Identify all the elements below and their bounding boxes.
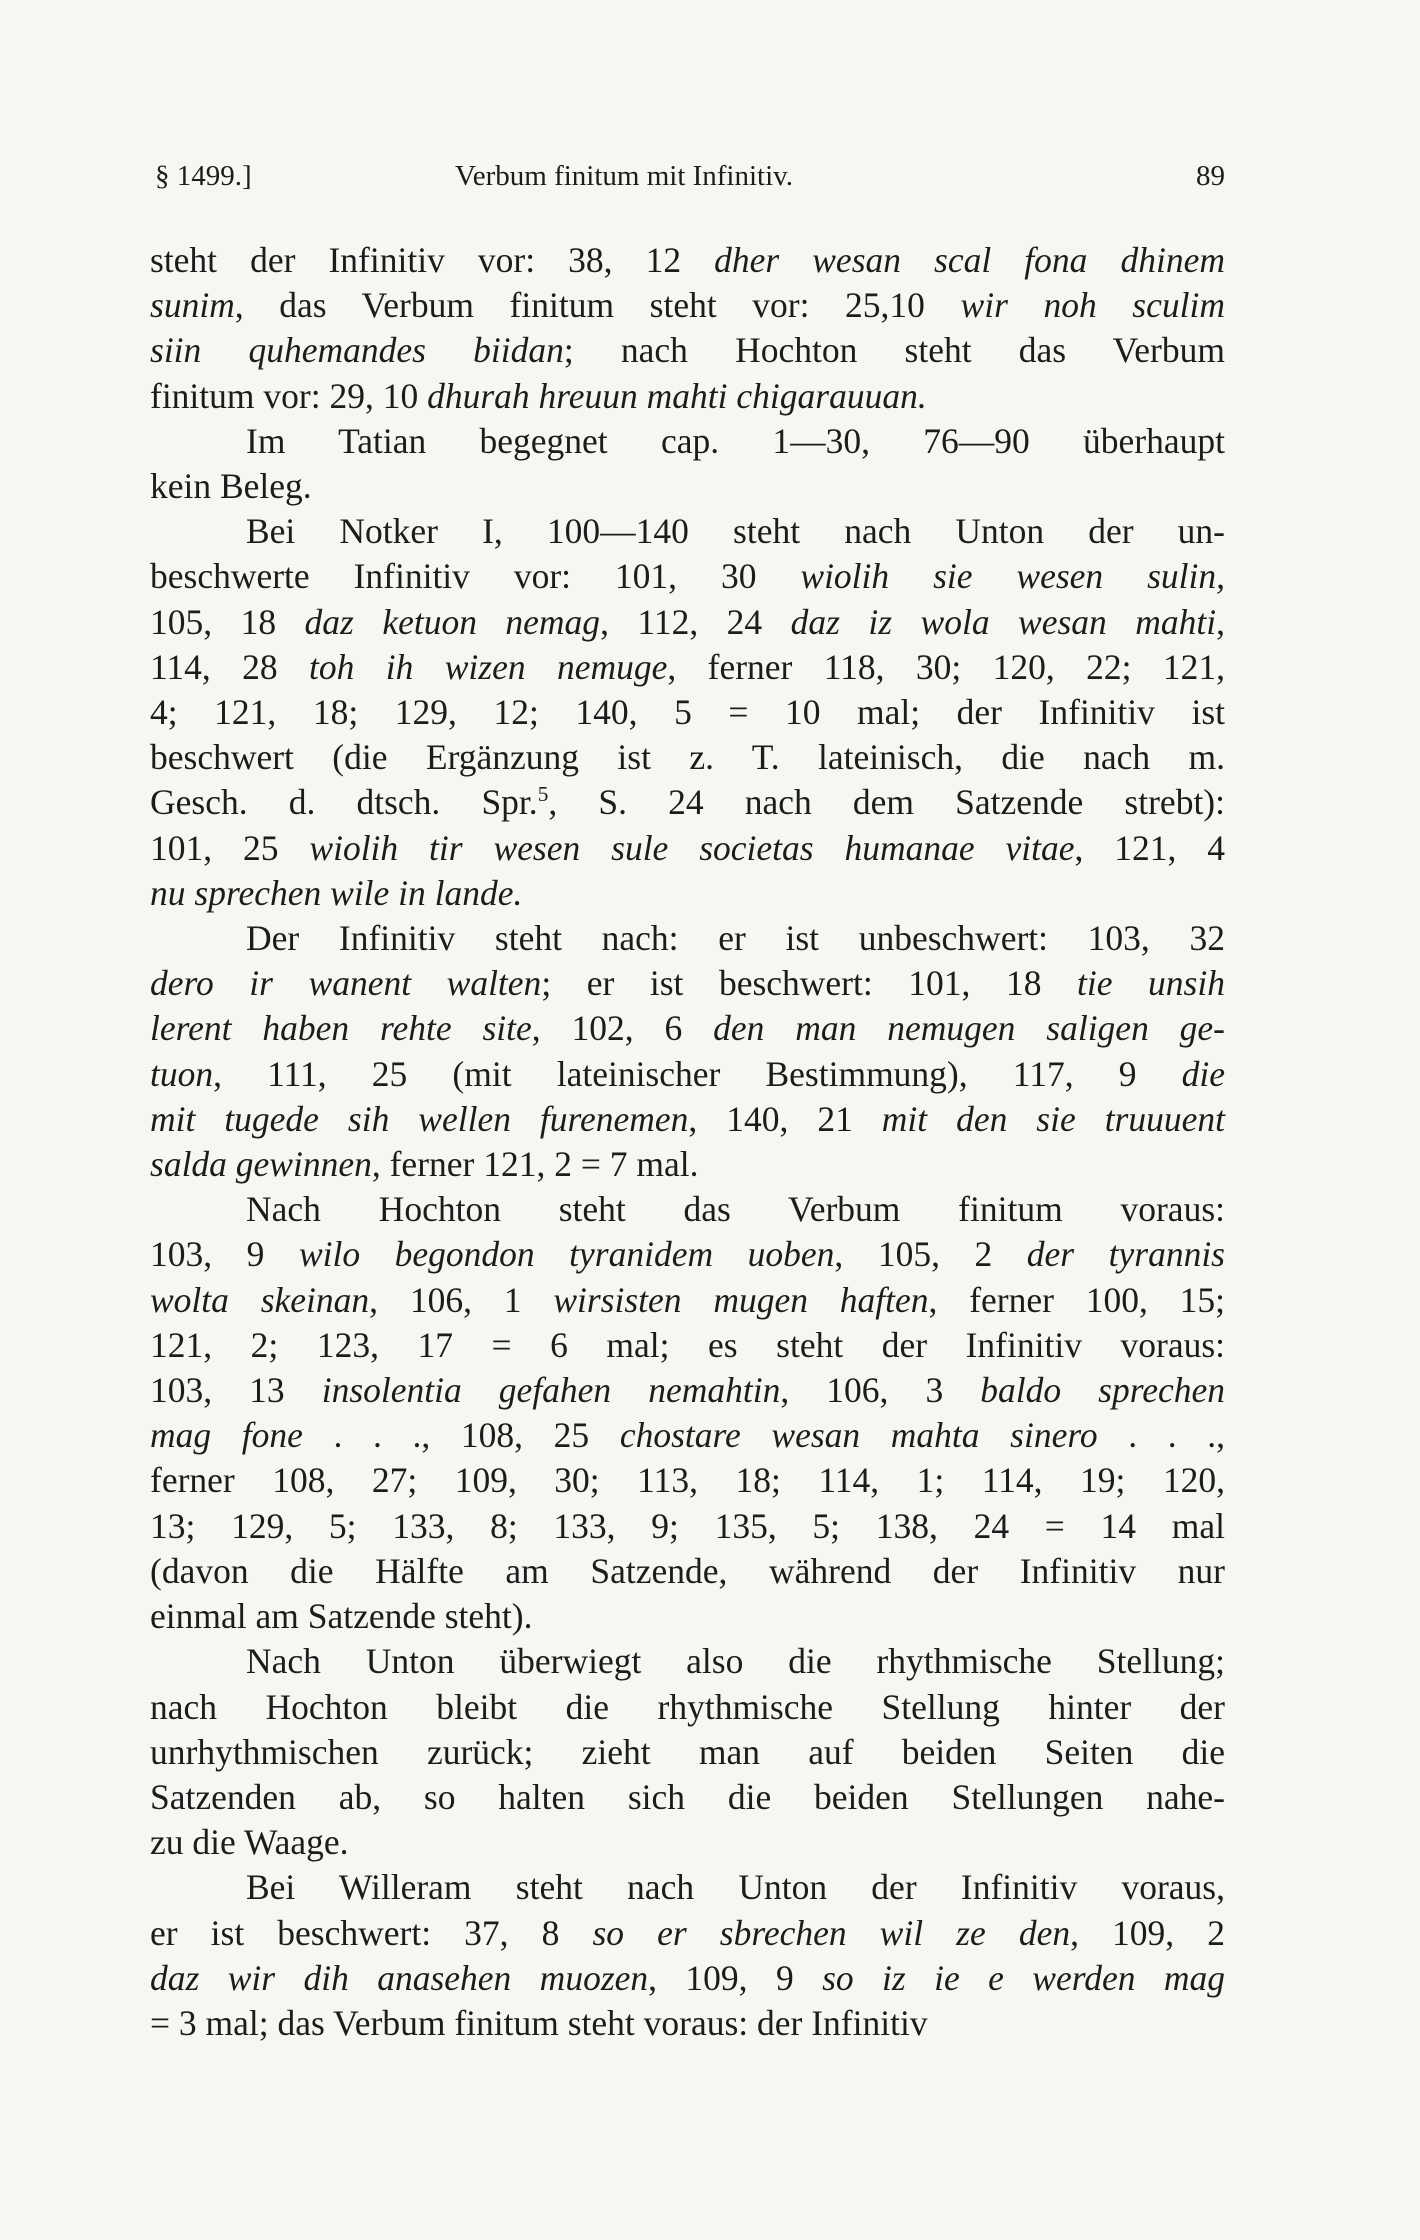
text-line: finitum vor: 29, 10 dhurah hreuun mahti chigarauuan. xyxy=(150,375,927,416)
text-line: nach Hochton bleibt die rhythmische Stellung hinter der xyxy=(150,1686,1225,1727)
text-line: zu die Waage. xyxy=(150,1822,349,1863)
text-line: einmal am Satzende steht). xyxy=(150,1596,533,1637)
text-line: lerent haben rehte site, 102, 6 den man nemugen saligen ge- xyxy=(150,1008,1226,1049)
paragraph xyxy=(150,509,1225,916)
text-line: unrhythmischen zurück; zieht man auf beiden Seiten die xyxy=(150,1731,1225,1772)
text-line: er ist beschwert: 37, 8 so er sbrechen wil ze den, 109, 2 xyxy=(150,1912,1226,1953)
text-line: kein Beleg. xyxy=(150,466,312,507)
paragraph xyxy=(150,1865,1225,2046)
text-line: Bei Willeram steht nach Unton der Infinitiv voraus, xyxy=(246,1867,1225,1908)
text-line: ferner 108, 27; 109, 30; 113, 18; 114, 1; 114, 19; 120, xyxy=(150,1460,1225,1501)
text-line: 121, 2; 123, 17 = 6 mal; es steht der Infinitiv voraus: xyxy=(150,1324,1225,1365)
text-line: 101, 25 wiolih tir wesen sule societas humanae vitae, 121, 4 xyxy=(150,827,1226,868)
book-page xyxy=(150,0,1225,2240)
section-reference: § 1499.] xyxy=(155,160,252,192)
text-line: siin quhemandes biidan; nach Hochton steht das Verbum xyxy=(150,330,1225,371)
text-line: salda gewinnen, ferner 121, 2 = 7 mal. xyxy=(150,1144,699,1185)
text-line: tuon, 111, 25 (mit lateinischer Bestimmung), 117, 9 die xyxy=(150,1053,1225,1094)
text-line: beschwerte Infinitiv vor: 101, 30 wiolih sie wesen sulin, xyxy=(150,556,1226,597)
text-line: 103, 9 wilo begondon tyranidem uoben, 105, 2 der tyrannis xyxy=(150,1234,1226,1275)
text-line: mit tugede sih wellen furenemen, 140, 21 mit den sie truuuent xyxy=(150,1098,1225,1139)
text-line: Der Infinitiv steht nach: er ist unbeschwert: 103, 32 xyxy=(246,918,1225,959)
paragraph xyxy=(150,419,1225,509)
paragraph xyxy=(150,1639,1225,1865)
text-line: (davon die Hälfte am Satzende, während der Infinitiv nur xyxy=(150,1550,1225,1591)
text-line: Bei Notker I, 100—140 steht nach Unton der un- xyxy=(246,511,1225,552)
page-number: 89 xyxy=(1196,160,1225,192)
text-line: dero ir wanent walten; er ist beschwert: 101, 18 tie unsih xyxy=(150,963,1225,1004)
running-title: Verbum finitum mit Infinitiv. xyxy=(455,160,794,192)
paragraph xyxy=(150,238,1225,419)
text-line: 13; 129, 5; 133, 8; 133, 9; 135, 5; 138, 24 = 14 mal xyxy=(150,1505,1225,1546)
text-line: = 3 mal; das Verbum finitum steht voraus: der Infinitiv xyxy=(150,2002,928,2043)
text-line: 103, 13 insolentia gefahen nemahtin, 106, 3 baldo sprechen xyxy=(150,1370,1226,1411)
text-line: daz wir dih anasehen muozen, 109, 9 so iz ie e werden mag xyxy=(150,1957,1226,1998)
text-line: Nach Hochton steht das Verbum finitum voraus: xyxy=(246,1189,1225,1230)
text-line: nu sprechen wile in lande. xyxy=(150,872,523,913)
text-line: Satzenden ab, so halten sich die beiden Stellungen nahe- xyxy=(150,1776,1225,1817)
paragraph xyxy=(150,916,1225,1187)
body-text xyxy=(150,238,1225,2046)
running-header xyxy=(155,160,1225,204)
text-line: 114, 28 toh ih wizen nemuge, ferner 118, 30; 120, 22; 121, xyxy=(150,646,1225,687)
text-line: 4; 121, 18; 129, 12; 140, 5 = 10 mal; der Infinitiv ist xyxy=(150,692,1225,733)
paragraph xyxy=(150,1187,1225,1639)
text-line: Gesch. d. dtsch. Spr.$^5$, S. 24 nach dem Satzende strebt): xyxy=(150,782,1225,823)
text-line: Nach Unton überwiegt also die rhythmische Stellung; xyxy=(246,1641,1225,1682)
text-line: mag fone . . ., 108, 25 chostare wesan mahta sinero . . ., xyxy=(150,1415,1226,1456)
text-line: Im Tatian begegnet cap. 1—30, 76—90 überhaupt xyxy=(246,420,1225,461)
text-line: wolta skeinan, 106, 1 wirsisten mugen haften, ferner 100, 15; xyxy=(150,1279,1226,1320)
text-line: beschwert (die Ergänzung ist z. T. lateinisch, die nach m. xyxy=(150,737,1225,778)
text-line: 105, 18 daz ketuon nemag, 112, 24 daz iz wola wesan mahti, xyxy=(150,601,1226,642)
text-line: sunim, das Verbum finitum steht vor: 25,10 wir noh sculim xyxy=(150,285,1225,326)
text-line: steht der Infinitiv vor: 38, 12 dher wesan scal fona dhinem xyxy=(150,240,1225,280)
